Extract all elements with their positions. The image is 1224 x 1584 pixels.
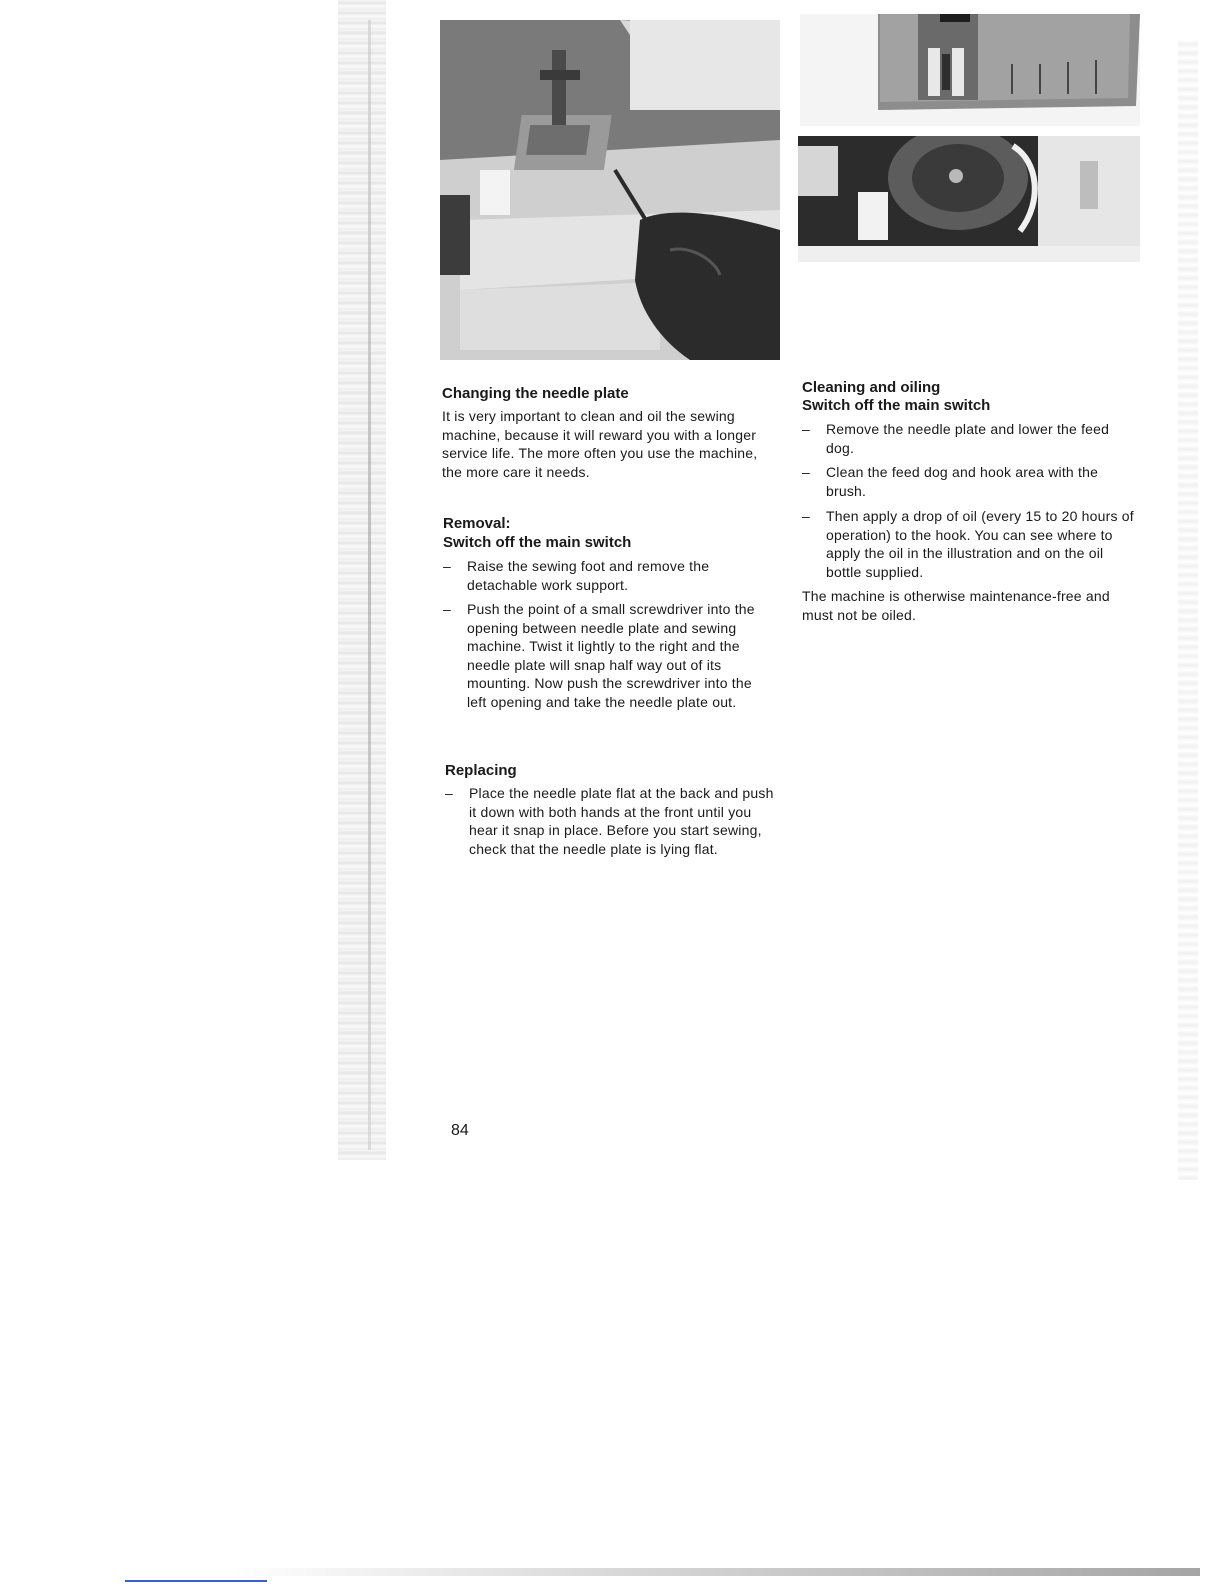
list-item: [802, 507, 1142, 581]
binding-edge-shadow: [338, 0, 386, 1160]
cleaning-subheading: Switch off the main switch: [802, 397, 991, 414]
scan-edge-strip: [230, 1568, 1200, 1576]
removal-subheading: Switch off the main switch: [443, 534, 632, 551]
list-item: [443, 600, 768, 711]
list-item: [802, 463, 1142, 500]
bullet-dash: –: [443, 601, 451, 617]
needle-plate-removal-photo: [440, 20, 780, 360]
intro-paragraph: It is very important to clean and oil the sewing machine, because it will reward you with a longer service life. The more often you use the machine, the more care it needs.: [442, 408, 758, 480]
cleaning-step-2: Clean the feed dog and hook area with the brush.: [826, 464, 1099, 499]
feed-dog-area-photo: [800, 14, 1140, 126]
removal-step-1: Raise the sewing foot and remove the detachable work support.: [467, 558, 710, 593]
cleaning-step-3: Then apply a drop of oil (every 15 to 20 hours of operation) to the hook. You can see where to apply the oil in the illustration and on the oil bottle supplied.: [826, 508, 1134, 580]
maintenance-note: The machine is otherwise maintenance-free and must not be oiled.: [802, 588, 1110, 623]
replacing-step-1: Place the needle plate flat at the back and push it down with both hands at the front until you hear it snap in place. Before you start sewing, check that the needle plate is lying flat.: [469, 785, 774, 857]
binding-line: [368, 20, 371, 1150]
bullet-dash: –: [445, 785, 453, 801]
page-number: 84: [451, 1122, 469, 1139]
list-item: [443, 557, 763, 594]
bottom-rule: [125, 1580, 267, 1582]
section-title-needle-plate: Changing the needle plate: [442, 385, 629, 402]
page-right-edge: [1178, 40, 1198, 1180]
bullet-dash: –: [443, 558, 451, 574]
section-title-cleaning: Cleaning and oiling: [802, 379, 941, 396]
bullet-dash: –: [802, 508, 810, 524]
removal-heading: Removal:: [443, 515, 511, 532]
list-item: [802, 420, 1122, 457]
hook-oiling-photo: [798, 136, 1140, 262]
removal-step-2: Push the point of a small screwdriver into the opening between needle plate and sewing machine. Twist it lightly to the right and the needle plate will snap half way out of its mounting. Now push the screwdriver into the left opening and take the needle plate out.: [467, 601, 755, 710]
replacing-heading: Replacing: [445, 762, 517, 779]
list-item: [445, 784, 781, 858]
bullet-dash: –: [802, 464, 810, 480]
bullet-dash: –: [802, 421, 810, 437]
cleaning-step-1: Remove the needle plate and lower the feed dog.: [826, 421, 1110, 456]
